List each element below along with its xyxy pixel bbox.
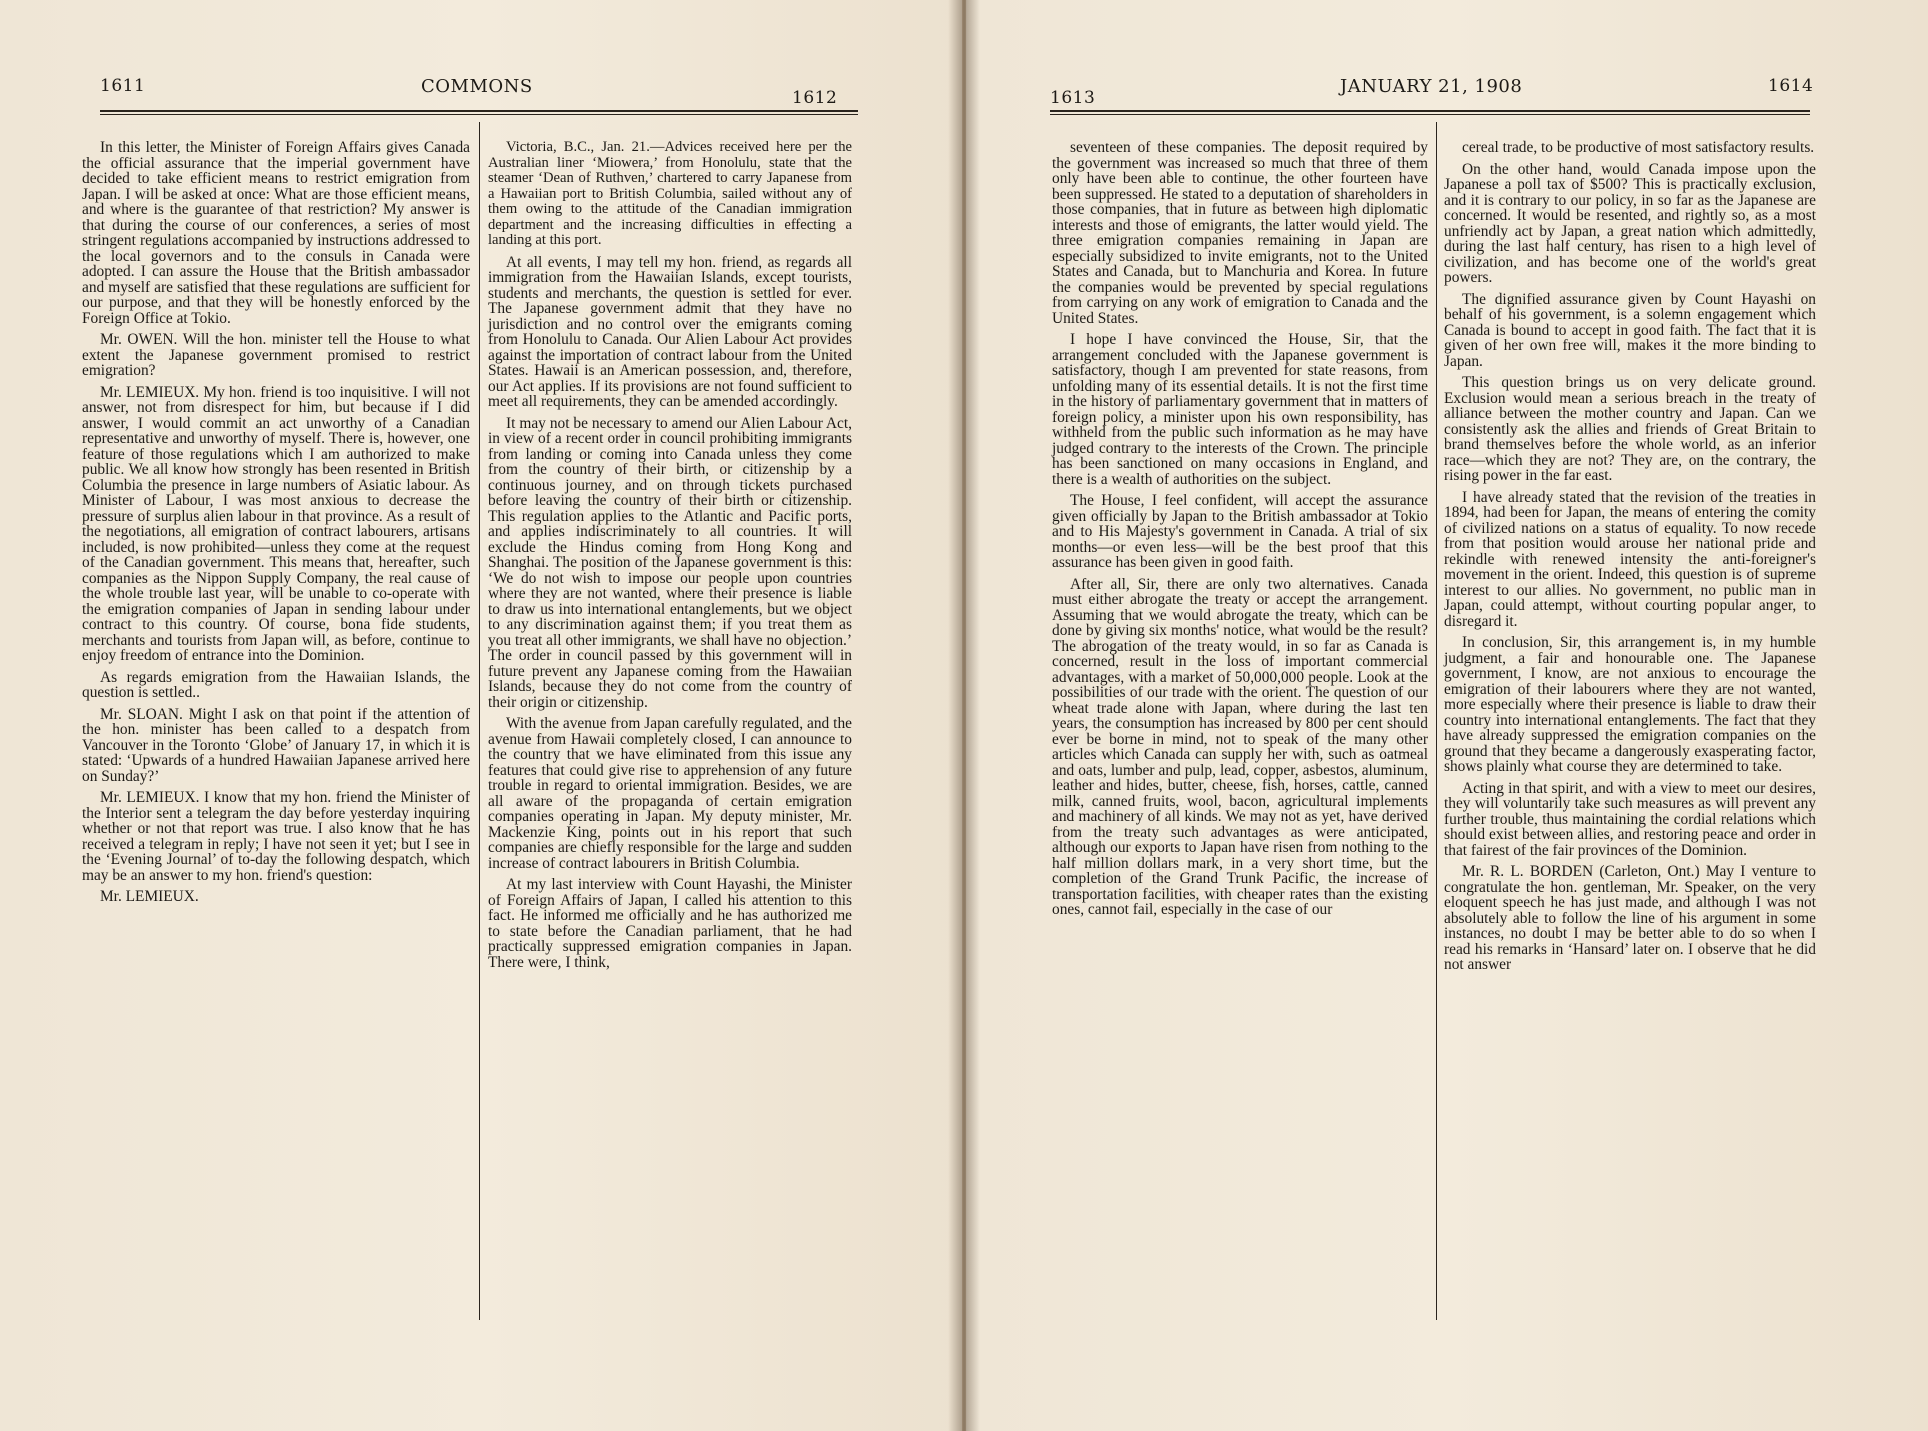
paragraph: It may not be necessary to amend our Alien Labour Act, in view of a recent order in council prohibiting immigrants from landing or coming into Canada unless they come from the country of their birth, or citizenship by a continuous journey, and on through tickets purchased before leaving the country of their birth or citizenship. This regulation applies to the Atlantic and Pacific ports, and applies indiscriminately to all countries. It will exclude the Hindus coming from Hong Kong and Shanghai. The position of the Japanese government is this: ‘We do not wish to impose our people upon countries where they are not wanted, where their presence is liable to draw us into international entanglements, but we object to any discrimination against them; if you treat them as you treat all other immigrants, we shall have no objection.’ The order in council passed by this government will in future prevent any Japanese coming from the Hawaiian Islands, because they do not come from the country of their origin or citizenship. bbox=[488, 414, 852, 711]
paragraph: This question brings us on very delicate ground. Exclusion would mean a serious breach in the treaty of alliance between the mother country and Japan. Can we consistently ask the allies and friends of Great Britain to brand themselves before the whole world, as an inferior race—which they are not? They are, on the contrary, the rising power in the far east. bbox=[1444, 374, 1816, 484]
column-1613 bbox=[1052, 140, 1428, 924]
paragraph: Mr. OWEN. Will the hon. minister tell the House to what extent the Japanese government promised to restrict emigration? bbox=[82, 331, 470, 379]
paragraph: The House, I feel confident, will accept the assurance given officially by Japan to the British ambassador at Tokio and to His Majesty's government in Canada. A trial of six months—or even less—will be the best proof that this assurance has been given in good faith. bbox=[1052, 492, 1428, 571]
paragraph: As regards emigration from the Hawaiian Islands, the question is settled.. bbox=[82, 668, 470, 701]
column-divider-left bbox=[479, 122, 480, 1320]
page-number-1612: 1612 bbox=[792, 88, 838, 108]
paragraph: seventeen of these companies. The deposit required by the government was increased so much that three of them only have been able to continue, the other fourteen have been suppressed. He stated to a deputation of shareholders in those companies, that in future as between high diplomatic interests and those of emigrants, the latter would yield. The three emigration companies remaining in Japan are especially subsidized to invite emigrants, not to the United States and Canada, but to Manchuria and Korea. In future the companies would be prevented by special regulations from carrying on any work of emigration to Canada and the United States. bbox=[1052, 139, 1428, 327]
paragraph: The dignified assurance given by Count Hayashi on behalf of his government, is a solemn engagement which Canada is bound to accept in good faith. The fact that it is given of her own free will, makes it the more binding to Japan. bbox=[1444, 290, 1816, 370]
paragraph: cereal trade, to be productive of most satisfactory results. bbox=[1462, 139, 1815, 156]
paragraph: I have already stated that the revision of the treaties in 1894, had been for Japan, the means of entering the comity of civilized nations on a status of equality. To now recede from that position would arouse her national pride and rekindle with renewed intensity the anti-foreigner's movement in the orient. Indeed, this question is of supreme interest to our allies. No government, no public man in Japan, could attempt, without courting popular anger, to disregard it. bbox=[1444, 488, 1816, 630]
paragraph: Mr. SLOAN. Might I ask on that point if the attention of the hon. minister has been called to a despatch from Vancouver in the Toronto ‘Globe’ of January 17, in which it is stated: ‘Upwards of a hundred Hawaiian Japanese arrived here on Sunday?’ bbox=[82, 705, 470, 785]
column-1611 bbox=[82, 140, 470, 911]
book-gutter bbox=[948, 0, 980, 1431]
paragraph: Mr. LEMIEUX. My hon. friend is too inquisitive. I will not answer, not from disrespect for him, but because if I did answer, I would commit an act unworthy of a Canadian representative and unworthy of myself. There is, however, one feature of those regulations which I am authorized to make public. We all know how strongly has been resented in British Columbia the presence in large numbers of Asiatic labour. As Minister of Labour, I was most anxious to decrease the pressure of surplus alien labour in that province. As a result of the negotiations, all emigration of contract labourers, artisans included, is now prohibited—unless they come at the request of the Canadian government. This means that, hereafter, such companies as the Nippon Supply Company, the real cause of the whole trouble last year, will be unable to co-operate with the emigration companies of Japan in sending labour under contract to this country. Of course, bona fide students, merchants and tourists from Japan will, as before, continue to enjoy freedom of entrance into the Dominion. bbox=[82, 383, 470, 664]
paragraph: Mr. LEMIEUX. bbox=[100, 888, 199, 905]
page-number-1614: 1614 bbox=[1768, 76, 1814, 96]
page-number-1613: 1613 bbox=[1050, 88, 1096, 108]
header-rule-right-thin bbox=[1050, 114, 1810, 115]
running-title-date: JANUARY 21, 1908 bbox=[1340, 76, 1523, 97]
paragraph: With the avenue from Japan carefully regulated, and the avenue from Hawaii completely closed, I can announce to the country that we have eliminated from this issue any features that could give rise to apprehension of any future trouble in regard to oriental immigration. Besides, we are all aware of the propaganda of certain emigration companies operating in Japan. My deputy minister, Mr. Mackenzie King, points out in his report that such companies are chiefly responsible for the large and sudden increase of contract labourers in British Columbia. bbox=[488, 715, 852, 872]
header-rule-right bbox=[1050, 110, 1810, 112]
paragraph: At my last interview with Count Hayashi, the Minister of Foreign Affairs of Japan, I called his attention to this fact. He informed me officially and he has authorized me to state before the Canadian parliament, that he had practically suppressed emigration companies in Japan. There were, I think, bbox=[488, 876, 852, 971]
paragraph: In conclusion, Sir, this arrangement is, in my humble judgment, a fair and honourable one. The Japanese government, I know, are not anxious to encourage the emigration of their labourers where they are not wanted, more especially where their presence is liable to draw their country into international entanglements. The fact that they have already suppressed the emigration companies on the ground that they became a dangerously exasperating factor, shows plainly what course they are determined to take. bbox=[1444, 634, 1816, 775]
column-1612 bbox=[488, 140, 852, 976]
paragraph: On the other hand, would Canada impose upon the Japanese a poll tax of $500? This is practically exclusion, and it is contrary to our policy, in so far as the Japanese are concerned. It would be resented, and rightly so, as a most unfriendly act by Japan, a great nation which admittedly, during the last half century, has risen to a high level of civilization, and has become one of the world's great powers. bbox=[1444, 160, 1816, 286]
paragraph: In this letter, the Minister of Foreign Affairs gives Canada the official assurance that the imperial government have decided to take efficient means to restrict emigration from Japan. I will be asked at once: What are those efficient means, and where is the guarantee of that restriction? My answer is that during the course of our conferences, a series of most stringent regulations accompanied by instructions addressed to the local governors and to the consuls in Canada were adopted. I can assure the House that the British ambassador and myself are satisfied that these regulations are sufficient for our purpose, and that they will be honestly enforced by the Foreign Office at Tokio. bbox=[82, 139, 470, 327]
column-divider-right bbox=[1436, 122, 1437, 1320]
header-rule-left bbox=[100, 110, 858, 112]
quoted-despatch: Victoria, B.C., Jan. 21.—Advices received here per the Australian liner ‘Miowera,’ from Honolulu, state that the steamer ‘Dean of Ruthven,’ chartered to carry Japanese from a Hawaiian port to British Columbia, sailed without any of them owing to the attitude of the Canadian immigration department and the increasing difficulties in effecting a landing at this port. bbox=[488, 139, 852, 248]
paragraph: Mr. R. L. BORDEN (Carleton, Ont.) May I venture to congratulate the hon. gentleman, Mr. Speaker, on the very eloquent speech he has just made, and although I was not absolutely able to follow the line of his argument in some instances, no doubt I may be better able to do so when I read his remarks in ‘Hansard’ later on. I observe that he did not answer bbox=[1444, 863, 1816, 973]
column-1614 bbox=[1444, 140, 1816, 979]
paragraph: I hope I have convinced the House, Sir, that the arrangement concluded with the Japanese government is satisfactory, though I am prevented for state reasons, from unfolding many of its essential details. It is not the first time in the history of parliamentary government that in matters of foreign policy, a minister upon his own responsibility, has withheld from the public such information as he may have judged contrary to the interests of the Crown. The principle has been sanctioned on many occasions in England, and there is a wealth of authorities on the subject. bbox=[1052, 331, 1428, 488]
page-number-1611: 1611 bbox=[100, 76, 146, 96]
paragraph: At all events, I may tell my hon. friend, as regards all immigration from the Hawaiian Islands, except tourists, students and merchants, the question is settled for ever. The Japanese government admit that they have no jurisdiction and no control over the emigrants coming from Honolulu to Canada. Our Alien Labour Act provides against the importation of contract labour from the United States. Hawaii is an American possession, and, therefore, our Act applies. If its provisions are not found sufficient to meet all requirements, they can be amended accordingly. bbox=[488, 253, 852, 410]
paragraph: Mr. LEMIEUX. I know that my hon. friend the Minister of the Interior sent a telegram the day before yesterday inquiring whether or not that report was true. I also know that he has received a telegram in reply; I have not seen it yet; but I see in the ‘Evening Journal’ of to-day the following despatch, which may be an answer to my hon. friend's question: bbox=[82, 789, 470, 884]
paragraph: After all, Sir, there are only two alternatives. Canada must either abrogate the treaty or accept the arrangement. Assuming that we would abrogate the treaty, which can be done by giving six months' notice, what would be the result? The abrogation of the treaty would, in so far as Canada is concerned, result in the loss of important commercial advantages, with a market of 50,000,000 people. Look at the possibilities of our trade with the orient. The question of our wheat trade alone with Japan, where during the last ten years, the consumption has increased by 800 per cent should ever be borne in mind, not to speak of the many other articles which Canada can supply her with, such as oatmeal and oats, lumber and pulp, lead, copper, asbestos, aluminum, leather and hides, butter, cheese, fish, horses, cattle, canned milk, canned fruits, wool, bacon, agricultural implements and machinery of all kinds. We may not as yet, have derived from the treaty such advantages as were anticipated, although our exports to Japan have risen from nothing to the half million dollars mark, in a very short time, but the completion of the Grand Trunk Pacific, the increase of transportation facilities, with cheaper rates than the existing ones, cannot fail, especially in the case of our bbox=[1052, 575, 1428, 918]
running-title-commons: COMMONS bbox=[421, 76, 533, 97]
paragraph: Acting in that spirit, and with a view to meet our desires, they will voluntarily take such measures as will prevent any further trouble, thus maintaining the cordial relations which should exist between allies, and restoring peace and order in that fairest of the fair provinces of the Dominion. bbox=[1444, 779, 1816, 859]
header-rule-left-thin bbox=[100, 114, 858, 115]
